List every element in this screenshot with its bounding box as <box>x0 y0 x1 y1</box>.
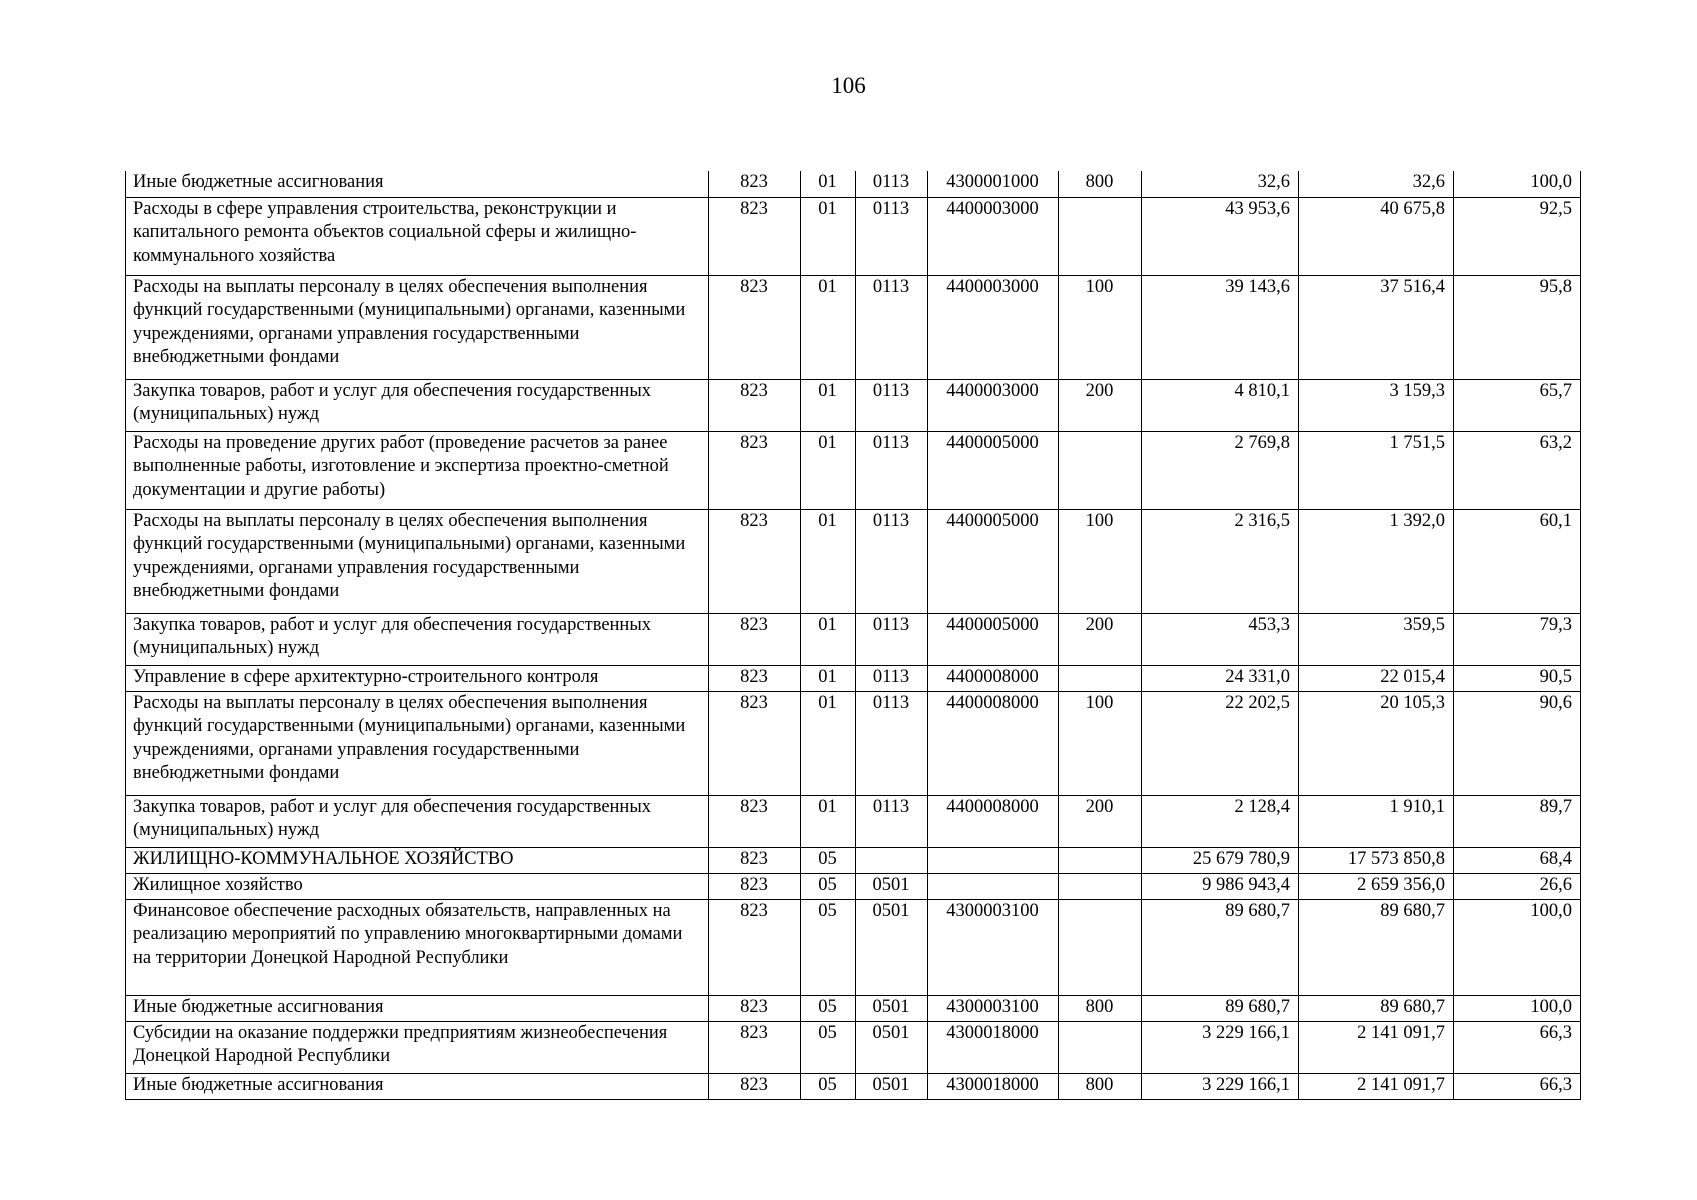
row-subsection-code: 0113 <box>856 431 928 509</box>
row-target-code: 4400005000 <box>928 613 1059 665</box>
row-percent: 100,0 <box>1454 995 1581 1021</box>
row-name: Жилищное хозяйство <box>126 873 709 899</box>
page-number: 106 <box>831 73 866 98</box>
row-actual-amount: 3 159,3 <box>1299 379 1454 431</box>
row-ministry-code: 823 <box>709 197 801 275</box>
row-expense-type-code: 800 <box>1059 1073 1142 1099</box>
row-section-code: 05 <box>801 899 856 995</box>
row-planned-amount: 39 143,6 <box>1142 275 1299 379</box>
row-section-code: 01 <box>801 613 856 665</box>
row-planned-amount: 3 229 166,1 <box>1142 1073 1299 1099</box>
row-percent: 89,7 <box>1454 795 1581 847</box>
row-subsection-code: 0113 <box>856 691 928 795</box>
row-actual-amount: 20 105,3 <box>1299 691 1454 795</box>
row-percent: 95,8 <box>1454 275 1581 379</box>
row-name: Расходы на выплаты персоналу в целях обеспечения выполнения функций государственными (муниципальными) органами, казенными учреждениями, органами управления государственными внебюджетными фондами <box>126 509 709 613</box>
row-expense-type-code <box>1059 873 1142 899</box>
row-ministry-code: 823 <box>709 795 801 847</box>
row-percent: 60,1 <box>1454 509 1581 613</box>
row-planned-amount: 89 680,7 <box>1142 995 1299 1021</box>
row-name: Расходы на выплаты персоналу в целях обеспечения выполнения функций государственными (муниципальными) органами, казенными учреждениями, органами управления государственными внебюджетными фондами <box>126 691 709 795</box>
row-subsection-code: 0113 <box>856 665 928 691</box>
row-section-code: 05 <box>801 847 856 873</box>
row-target-code: 4400008000 <box>928 665 1059 691</box>
table-row <box>126 197 1581 275</box>
row-target-code: 4400005000 <box>928 431 1059 509</box>
row-actual-amount: 1 751,5 <box>1299 431 1454 509</box>
row-percent: 100,0 <box>1454 171 1581 197</box>
row-planned-amount: 9 986 943,4 <box>1142 873 1299 899</box>
row-subsection-code: 0113 <box>856 171 928 197</box>
row-subsection-code: 0113 <box>856 379 928 431</box>
row-subsection-code: 0501 <box>856 1073 928 1099</box>
row-section-code: 01 <box>801 171 856 197</box>
row-ministry-code: 823 <box>709 1021 801 1073</box>
row-section-code: 05 <box>801 1073 856 1099</box>
row-target-code: 4300003100 <box>928 995 1059 1021</box>
row-percent: 100,0 <box>1454 899 1581 995</box>
row-actual-amount: 37 516,4 <box>1299 275 1454 379</box>
row-subsection-code <box>856 847 928 873</box>
row-expense-type-code <box>1059 1021 1142 1073</box>
row-actual-amount: 17 573 850,8 <box>1299 847 1454 873</box>
row-ministry-code: 823 <box>709 691 801 795</box>
row-name: Расходы на проведение других работ (проведение расчетов за ранее выполненные работы, изготовление и экспертиза проектно-сметной документации и другие работы) <box>126 431 709 509</box>
row-target-code <box>928 847 1059 873</box>
table-row <box>126 509 1581 613</box>
row-name: Закупка товаров, работ и услуг для обеспечения государственных (муниципальных) нужд <box>126 795 709 847</box>
row-expense-type-code: 200 <box>1059 379 1142 431</box>
row-actual-amount: 1 910,1 <box>1299 795 1454 847</box>
row-expense-type-code <box>1059 899 1142 995</box>
row-ministry-code: 823 <box>709 995 801 1021</box>
row-subsection-code: 0113 <box>856 197 928 275</box>
row-expense-type-code: 100 <box>1059 275 1142 379</box>
row-percent: 66,3 <box>1454 1073 1581 1099</box>
row-planned-amount: 43 953,6 <box>1142 197 1299 275</box>
row-target-code: 4300003100 <box>928 899 1059 995</box>
row-planned-amount: 2 316,5 <box>1142 509 1299 613</box>
table-row <box>126 873 1581 899</box>
row-expense-type-code <box>1059 197 1142 275</box>
row-actual-amount: 32,6 <box>1299 171 1454 197</box>
row-planned-amount: 25 679 780,9 <box>1142 847 1299 873</box>
row-target-code: 4400003000 <box>928 197 1059 275</box>
row-name: Закупка товаров, работ и услуг для обеспечения государственных (муниципальных) нужд <box>126 613 709 665</box>
row-section-code: 05 <box>801 995 856 1021</box>
row-expense-type-code: 800 <box>1059 995 1142 1021</box>
table-row <box>126 431 1581 509</box>
row-expense-type-code: 800 <box>1059 171 1142 197</box>
row-expense-type-code <box>1059 847 1142 873</box>
row-actual-amount: 22 015,4 <box>1299 665 1454 691</box>
row-section-code: 01 <box>801 691 856 795</box>
table-row <box>126 847 1581 873</box>
row-percent: 79,3 <box>1454 613 1581 665</box>
row-percent: 92,5 <box>1454 197 1581 275</box>
row-name: Иные бюджетные ассигнования <box>126 1073 709 1099</box>
row-planned-amount: 89 680,7 <box>1142 899 1299 995</box>
row-ministry-code: 823 <box>709 275 801 379</box>
table-row <box>126 1073 1581 1099</box>
row-name: Иные бюджетные ассигнования <box>126 171 709 197</box>
table-row <box>126 899 1581 995</box>
row-section-code: 01 <box>801 431 856 509</box>
row-subsection-code: 0113 <box>856 275 928 379</box>
row-ministry-code: 823 <box>709 1073 801 1099</box>
row-ministry-code: 823 <box>709 873 801 899</box>
table-row <box>126 171 1581 197</box>
row-target-code: 4400005000 <box>928 509 1059 613</box>
row-expense-type-code <box>1059 431 1142 509</box>
table-row <box>126 795 1581 847</box>
row-percent: 90,5 <box>1454 665 1581 691</box>
table-row <box>126 1021 1581 1073</box>
row-expense-type-code: 200 <box>1059 795 1142 847</box>
row-ministry-code: 823 <box>709 171 801 197</box>
row-percent: 90,6 <box>1454 691 1581 795</box>
row-target-code: 4400008000 <box>928 691 1059 795</box>
row-name: Финансовое обеспечение расходных обязательств, направленных на реализацию мероприятий по управлению многоквартирными домами на территории Донецкой Народной Республики <box>126 899 709 995</box>
row-target-code: 4300018000 <box>928 1073 1059 1099</box>
row-ministry-code: 823 <box>709 665 801 691</box>
row-actual-amount: 89 680,7 <box>1299 995 1454 1021</box>
row-ministry-code: 823 <box>709 509 801 613</box>
row-target-code: 4400008000 <box>928 795 1059 847</box>
table-row <box>126 691 1581 795</box>
row-planned-amount: 24 331,0 <box>1142 665 1299 691</box>
row-actual-amount: 2 141 091,7 <box>1299 1021 1454 1073</box>
row-section-code: 01 <box>801 509 856 613</box>
row-actual-amount: 2 141 091,7 <box>1299 1073 1454 1099</box>
row-name: Расходы на выплаты персоналу в целях обеспечения выполнения функций государственными (муниципальными) органами, казенными учреждениями, органами управления государственными внебюджетными фондами <box>126 275 709 379</box>
table-body <box>126 171 1581 1099</box>
row-ministry-code: 823 <box>709 899 801 995</box>
row-ministry-code: 823 <box>709 379 801 431</box>
row-name: Расходы в сфере управления строительства, реконструкции и капитального ремонта объектов социальной сферы и жилищно-коммунального хозяйства <box>126 197 709 275</box>
row-section-code: 01 <box>801 379 856 431</box>
row-expense-type-code <box>1059 665 1142 691</box>
row-planned-amount: 3 229 166,1 <box>1142 1021 1299 1073</box>
row-subsection-code: 0113 <box>856 509 928 613</box>
row-actual-amount: 89 680,7 <box>1299 899 1454 995</box>
row-section-code: 01 <box>801 665 856 691</box>
row-expense-type-code: 200 <box>1059 613 1142 665</box>
table-row <box>126 613 1581 665</box>
row-percent: 66,3 <box>1454 1021 1581 1073</box>
row-ministry-code: 823 <box>709 431 801 509</box>
row-name: Субсидии на оказание поддержки предприятиям жизнеобеспечения Донецкой Народной Республики <box>126 1021 709 1073</box>
row-section-code: 01 <box>801 795 856 847</box>
row-ministry-code: 823 <box>709 847 801 873</box>
row-planned-amount: 22 202,5 <box>1142 691 1299 795</box>
row-actual-amount: 40 675,8 <box>1299 197 1454 275</box>
row-planned-amount: 2 128,4 <box>1142 795 1299 847</box>
row-name: Управление в сфере архитектурно-строительного контроля <box>126 665 709 691</box>
table-row <box>126 665 1581 691</box>
row-name: ЖИЛИЩНО-КОММУНАЛЬНОЕ ХОЗЯЙСТВО <box>126 847 709 873</box>
row-subsection-code: 0113 <box>856 613 928 665</box>
row-name: Иные бюджетные ассигнования <box>126 995 709 1021</box>
row-percent: 65,7 <box>1454 379 1581 431</box>
row-ministry-code: 823 <box>709 613 801 665</box>
row-actual-amount: 2 659 356,0 <box>1299 873 1454 899</box>
row-expense-type-code: 100 <box>1059 691 1142 795</box>
row-subsection-code: 0501 <box>856 995 928 1021</box>
row-target-code: 4400003000 <box>928 275 1059 379</box>
row-subsection-code: 0501 <box>856 1021 928 1073</box>
row-actual-amount: 1 392,0 <box>1299 509 1454 613</box>
row-percent: 63,2 <box>1454 431 1581 509</box>
row-percent: 26,6 <box>1454 873 1581 899</box>
row-subsection-code: 0501 <box>856 899 928 995</box>
budget-table <box>125 171 1581 1100</box>
row-section-code: 01 <box>801 197 856 275</box>
table-row <box>126 995 1581 1021</box>
row-name: Закупка товаров, работ и услуг для обеспечения государственных (муниципальных) нужд <box>126 379 709 431</box>
table-row <box>126 275 1581 379</box>
row-subsection-code: 0501 <box>856 873 928 899</box>
row-target-code: 4400003000 <box>928 379 1059 431</box>
row-target-code: 4300001000 <box>928 171 1059 197</box>
row-target-code: 4300018000 <box>928 1021 1059 1073</box>
row-section-code: 01 <box>801 275 856 379</box>
row-planned-amount: 2 769,8 <box>1142 431 1299 509</box>
row-planned-amount: 4 810,1 <box>1142 379 1299 431</box>
row-target-code <box>928 873 1059 899</box>
row-percent: 68,4 <box>1454 847 1581 873</box>
table-row <box>126 379 1581 431</box>
row-section-code: 05 <box>801 1021 856 1073</box>
row-subsection-code: 0113 <box>856 795 928 847</box>
row-actual-amount: 359,5 <box>1299 613 1454 665</box>
row-planned-amount: 453,3 <box>1142 613 1299 665</box>
row-section-code: 05 <box>801 873 856 899</box>
row-planned-amount: 32,6 <box>1142 171 1299 197</box>
row-expense-type-code: 100 <box>1059 509 1142 613</box>
